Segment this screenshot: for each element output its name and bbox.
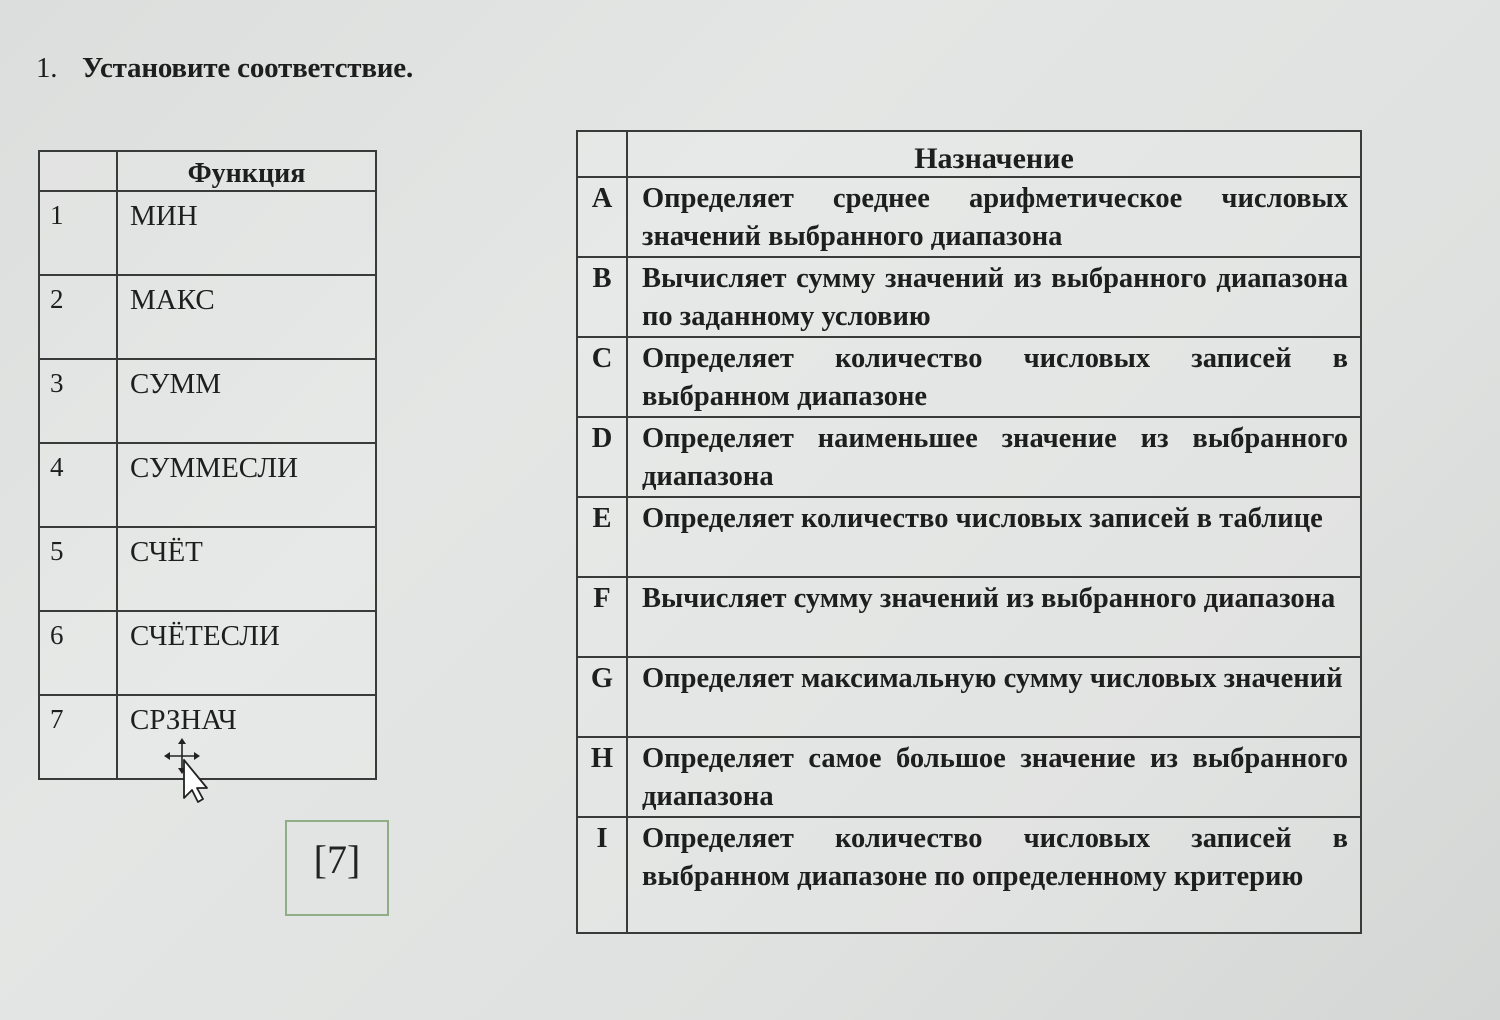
score-badge: [7] — [285, 820, 389, 916]
purpose-letter: C — [577, 337, 627, 417]
purpose-header: Назначение — [627, 131, 1361, 177]
purpose-text: Определяет наименьшее значение из выбранного диапазона — [627, 417, 1361, 497]
purpose-text: Определяет количество числовых записей в таблице — [627, 497, 1361, 577]
function-number: 3 — [39, 359, 117, 443]
function-name: СРЗНАЧ — [117, 695, 376, 779]
function-name: СЧЁТ — [117, 527, 376, 611]
functions-header: Функция — [117, 151, 376, 191]
function-number: 7 — [39, 695, 117, 779]
purpose-letter: A — [577, 177, 627, 257]
function-name: СУММЕСЛИ — [117, 443, 376, 527]
function-name: МАКС — [117, 275, 376, 359]
purpose-text: Вычисляет сумму значений из выбранного диапазона по заданному условию — [627, 257, 1361, 337]
purpose-text: Определяет среднее арифметическое числовых значений выбранного диапазона — [627, 177, 1361, 257]
purpose-text: Определяет максимальную сумму числовых значений — [627, 657, 1361, 737]
table-row — [39, 611, 376, 695]
purpose-text: Вычисляет сумму значений из выбранного диапазона — [627, 577, 1361, 657]
purpose-letter: I — [577, 817, 627, 933]
table-row — [39, 275, 376, 359]
function-number: 1 — [39, 191, 117, 275]
question-text: Установите соответствие. — [82, 52, 414, 84]
table-row — [39, 527, 376, 611]
purpose-text: Определяет количество числовых записей в выбранном диапазоне — [627, 337, 1361, 417]
question-number: 1. — [36, 52, 58, 84]
table-row — [577, 337, 1361, 417]
purpose-table — [576, 130, 1362, 934]
table-row — [577, 657, 1361, 737]
table-row — [577, 177, 1361, 257]
table-row — [577, 577, 1361, 657]
purpose-letter: G — [577, 657, 627, 737]
purpose-letter: F — [577, 577, 627, 657]
purpose-letter: E — [577, 497, 627, 577]
table-row — [577, 417, 1361, 497]
purpose-header-row — [577, 131, 1361, 177]
table-row — [577, 817, 1361, 933]
purpose-letter: H — [577, 737, 627, 817]
purpose-text: Определяет самое большое значение из выбранного диапазона — [627, 737, 1361, 817]
table-row — [577, 737, 1361, 817]
move-cursor-icon — [160, 738, 210, 804]
functions-header-row — [39, 151, 376, 191]
function-name: МИН — [117, 191, 376, 275]
table-row — [39, 191, 376, 275]
purpose-letter-header — [577, 131, 627, 177]
table-row — [39, 359, 376, 443]
purpose-text: Определяет количество числовых записей в выбранном диапазоне по определенному критерию — [627, 817, 1361, 933]
question-heading — [36, 52, 413, 85]
function-name: СУММ — [117, 359, 376, 443]
function-number: 6 — [39, 611, 117, 695]
table-row — [577, 257, 1361, 337]
function-number: 5 — [39, 527, 117, 611]
table-row — [39, 443, 376, 527]
functions-index-header — [39, 151, 117, 191]
functions-table — [38, 150, 377, 780]
function-number: 4 — [39, 443, 117, 527]
function-name: СЧЁТЕСЛИ — [117, 611, 376, 695]
purpose-letter: B — [577, 257, 627, 337]
purpose-letter: D — [577, 417, 627, 497]
table-row — [577, 497, 1361, 577]
function-number: 2 — [39, 275, 117, 359]
